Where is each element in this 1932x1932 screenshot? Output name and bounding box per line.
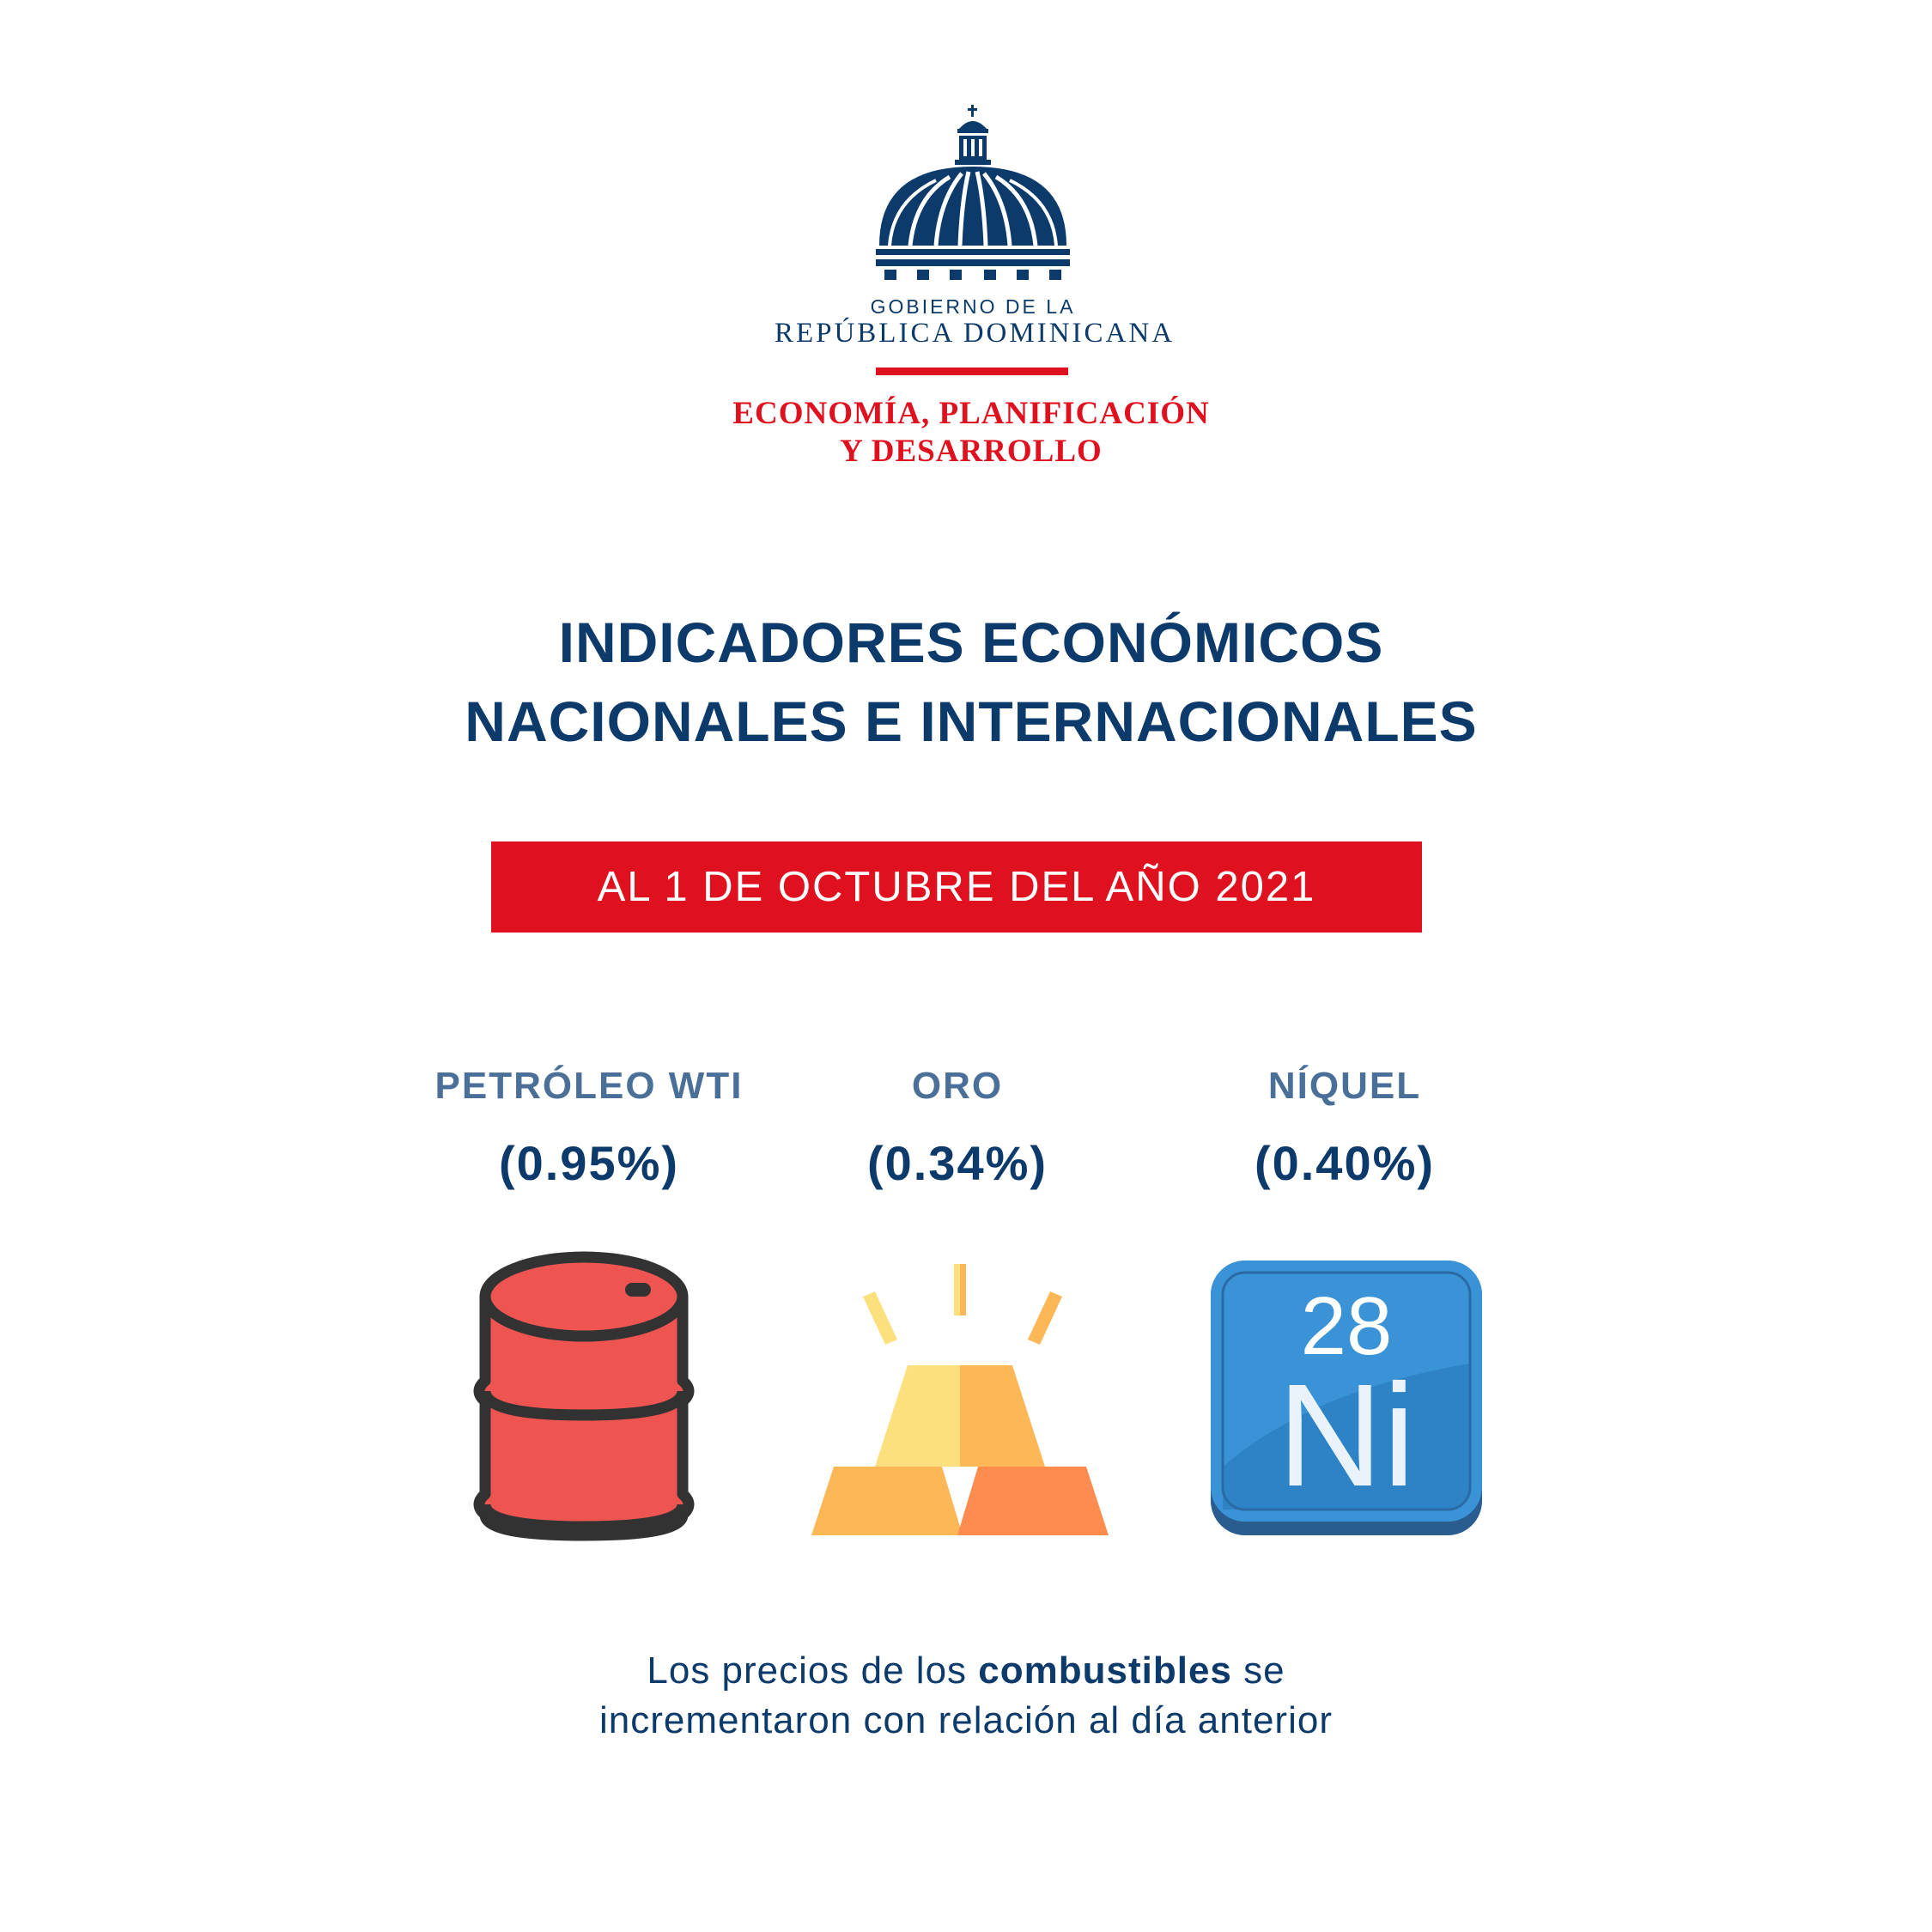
indicator-value-nickel: (0.40%) [1254, 1136, 1436, 1190]
logo-divider [876, 368, 1068, 375]
gov-line-2: REPÚBLICA DOMINICANA [774, 318, 1176, 349]
nickel-symbol: Ni [1277, 1354, 1416, 1517]
date-banner-text: AL 1 DE OCTUBRE DEL AÑO 2021 [597, 864, 1316, 910]
indicator-name-oil: PETRÓLEO WTI [434, 1065, 744, 1107]
date-banner [491, 841, 1422, 933]
note-bold: combustibles [978, 1649, 1232, 1692]
gov-line-1: GOBIERNO DE LA [870, 295, 1076, 318]
title-line-1: INDICADORES ECONÓMICOS [558, 611, 1384, 674]
ministry-line-2: Y DESARROLLO [840, 434, 1103, 469]
oil-barrel-icon [468, 1243, 700, 1544]
ministry-line-1: ECONOMÍA, PLANIFICACIÓN [732, 396, 1210, 431]
indicator-value-oil: (0.95%) [498, 1136, 680, 1190]
note-line-2: incrementaron con relación al día anterior [598, 1699, 1333, 1741]
indicator-value-gold: (0.34%) [866, 1136, 1048, 1190]
indicator-name-nickel: NÍQUEL [1267, 1065, 1422, 1107]
note-pre: Los precios de los [647, 1649, 979, 1692]
note-line-1 [0, 1647, 1932, 1695]
nickel-atomic-number: 28 [1300, 1280, 1393, 1372]
national-palace-dome-icon [876, 105, 1070, 282]
note-post: se [1231, 1649, 1285, 1692]
title-line-2: NACIONALES E INTERNACIONALES [465, 690, 1478, 753]
indicator-name-gold: ORO [911, 1065, 1004, 1107]
gold-bars-icon [811, 1264, 1109, 1535]
